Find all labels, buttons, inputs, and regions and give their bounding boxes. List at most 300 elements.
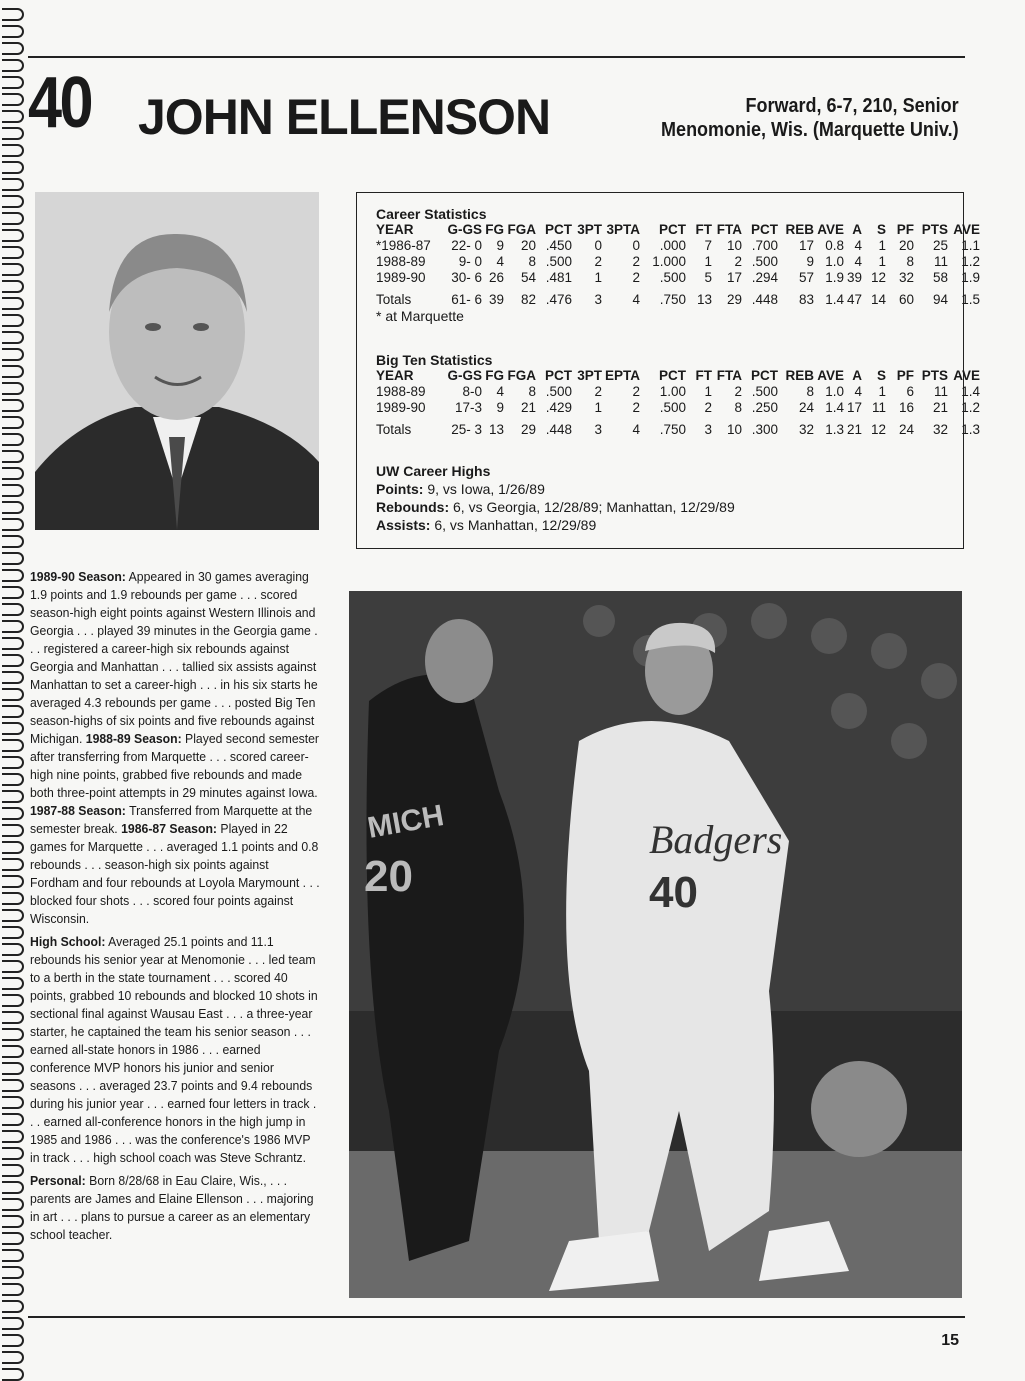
- spiral-ring: [2, 314, 24, 327]
- season-1989-text: Appeared in 30 games averaging 1.9 points and 1.9 rebounds per game . . . scored season-high eight points against Western Illinois and Georgia . . . played 39 minutes in the Georgia game . . . registered a career-high six rebounds against Georgia and Manhattan . . . tallied six assists against Manhattan to set a career-high . . . in his six starts he averaged 4.3 rebounds per game . . . posted Big Ten season-highs of six points and five rebounds against Michigan.: [30, 569, 318, 746]
- stat-cell: 13: [696, 292, 712, 307]
- stat-cell: 1.9: [961, 270, 980, 285]
- stat-cell: 21: [846, 422, 862, 437]
- spiral-ring: [2, 960, 24, 973]
- spiral-ring: [2, 688, 24, 701]
- stat-cell: 2: [734, 384, 742, 399]
- stat-cell: 2: [632, 270, 640, 285]
- spiral-ring: [2, 1266, 24, 1279]
- career-stats-title: Career Statistics: [376, 206, 487, 222]
- footnote: * at Marquette: [376, 308, 464, 324]
- stat-cell: 20: [520, 238, 536, 253]
- season-1988-text: Played second semester after transferring from Marquette . . . scored career-high nine points, grabbed five rebounds and made both three-point attempts in 29 minutes against Iowa.: [30, 731, 320, 800]
- spiral-ring: [2, 773, 24, 786]
- stat-cell: 1988-89: [376, 254, 426, 269]
- table-header-row: [376, 222, 980, 238]
- table-row: [376, 400, 980, 416]
- stat-cell: 24: [798, 400, 814, 415]
- stat-cell: 17: [798, 238, 814, 253]
- assists-label: Assists:: [376, 517, 431, 533]
- stat-cell: 2: [734, 254, 742, 269]
- stat-cell: 6: [906, 384, 914, 399]
- stat-cell: 60: [898, 292, 914, 307]
- bio-seasons: [30, 568, 320, 928]
- stat-cell: .700: [751, 238, 778, 253]
- rebounds-value: 6, vs Georgia, 12/28/89; Manhattan, 12/29/89: [449, 499, 735, 515]
- spiral-ring: [2, 433, 24, 446]
- spiral-ring: [2, 59, 24, 72]
- spiral-ring: [2, 1147, 24, 1160]
- spiral-ring: [2, 1045, 24, 1058]
- stat-cell: 47: [846, 292, 862, 307]
- stat-cell: G-GS: [447, 368, 482, 383]
- stat-cell: 1: [704, 254, 712, 269]
- spiral-ring: [2, 1215, 24, 1228]
- spiral-ring: [2, 518, 24, 531]
- stat-cell: .500: [659, 400, 686, 415]
- stat-cell: 3: [594, 422, 602, 437]
- spiral-ring: [2, 756, 24, 769]
- stat-cell: 5: [704, 270, 712, 285]
- stat-cell: 4: [632, 292, 640, 307]
- spiral-ring: [2, 399, 24, 412]
- stat-cell: .250: [751, 400, 778, 415]
- spiral-ring: [2, 535, 24, 548]
- stat-cell: FG: [485, 368, 504, 383]
- spiral-ring: [2, 42, 24, 55]
- stat-cell: 9: [806, 254, 814, 269]
- high-school-label: High School:: [30, 934, 106, 949]
- stat-cell: 54: [520, 270, 536, 285]
- stat-cell: 1.1: [961, 238, 980, 253]
- stat-cell: 17: [846, 400, 862, 415]
- stat-cell: EPTA: [604, 368, 640, 383]
- spiral-ring: [2, 280, 24, 293]
- assists-value: 6, vs Manhattan, 12/29/89: [430, 517, 597, 533]
- stat-cell: 1.5: [961, 292, 980, 307]
- stat-cell: .500: [545, 254, 572, 269]
- spiral-ring: [2, 297, 24, 310]
- spiral-ring: [2, 382, 24, 395]
- stat-cell: 21: [932, 400, 948, 415]
- stat-cell: FGA: [507, 222, 536, 237]
- stat-cell: 26: [488, 270, 504, 285]
- stat-cell: FGA: [507, 368, 536, 383]
- stat-cell: 32: [898, 270, 914, 285]
- spiral-ring: [2, 841, 24, 854]
- stat-cell: PCT: [659, 368, 686, 383]
- stat-cell: .750: [659, 422, 686, 437]
- bio-high-school: [30, 933, 320, 1167]
- stat-cell: 0: [594, 238, 602, 253]
- totals-row: [376, 422, 980, 438]
- stat-cell: 25: [932, 238, 948, 253]
- bio-personal: [30, 1172, 320, 1244]
- stat-cell: 32: [932, 422, 948, 437]
- spiral-ring: [2, 178, 24, 191]
- stat-cell: 1.3: [825, 422, 844, 437]
- stat-cell: 3PT: [577, 222, 602, 237]
- stat-cell: 12: [870, 422, 886, 437]
- stat-cell: PCT: [659, 222, 686, 237]
- spiral-ring: [2, 450, 24, 463]
- spiral-ring: [2, 1198, 24, 1211]
- stat-cell: 4: [496, 254, 504, 269]
- stat-cell: 1989-90: [376, 270, 426, 285]
- rebounds-label: Rebounds:: [376, 499, 450, 515]
- spiral-binding: [0, 0, 26, 1380]
- stat-cell: AVE: [817, 222, 844, 237]
- spiral-ring: [2, 263, 24, 276]
- bigten-stats-table: [376, 368, 980, 438]
- spiral-ring: [2, 161, 24, 174]
- stat-cell: S: [876, 368, 886, 383]
- spiral-ring: [2, 1096, 24, 1109]
- career-highs: [376, 462, 735, 534]
- spiral-ring: [2, 348, 24, 361]
- spiral-ring: [2, 943, 24, 956]
- stat-cell: AVE: [953, 222, 980, 237]
- bio-text: [30, 568, 320, 1249]
- stat-cell: 0.8: [825, 238, 844, 253]
- stat-cell: 57: [798, 270, 814, 285]
- stat-cell: .500: [659, 270, 686, 285]
- personal-text: Born 8/28/68 in Eau Claire, Wis., . . . parents are James and Elaine Ellenson . . . majoring in art . . . plans to pursue a career as an elementary school teacher.: [30, 1173, 314, 1242]
- stat-cell: 4: [632, 422, 640, 437]
- hometown-line: Menomonie, Wis. (Marquette Univ.): [661, 119, 959, 141]
- spiral-ring: [2, 1113, 24, 1126]
- table-row: [376, 254, 980, 270]
- stat-cell: 58: [932, 270, 948, 285]
- stat-cell: 1.2: [961, 254, 980, 269]
- stat-cell: 17: [726, 270, 742, 285]
- stat-cell: .500: [751, 384, 778, 399]
- points-value: 9, vs Iowa, 1/26/89: [423, 481, 545, 497]
- spiral-ring: [2, 739, 24, 752]
- stat-cell: 1: [878, 384, 886, 399]
- spiral-ring: [2, 1368, 24, 1381]
- spiral-ring: [2, 93, 24, 106]
- spiral-ring: [2, 195, 24, 208]
- action-photo: [349, 591, 962, 1298]
- stat-cell: 2: [594, 254, 602, 269]
- spiral-ring: [2, 875, 24, 888]
- season-1987-label: 1987-88 Season:: [30, 803, 126, 818]
- bigten-stats-title: Big Ten Statistics: [376, 352, 493, 368]
- stat-cell: 22- 0: [451, 238, 482, 253]
- spiral-ring: [2, 909, 24, 922]
- stat-cell: A: [852, 368, 862, 383]
- stat-cell: PCT: [751, 368, 778, 383]
- page-number: 15: [941, 1332, 959, 1349]
- stat-cell: G-GS: [447, 222, 482, 237]
- stat-cell: 4: [854, 254, 862, 269]
- stat-cell: .500: [751, 254, 778, 269]
- spiral-ring: [2, 8, 24, 21]
- spiral-ring: [2, 603, 24, 616]
- spiral-ring: [2, 1232, 24, 1245]
- stat-cell: 1.4: [961, 384, 980, 399]
- stat-cell: PCT: [545, 222, 572, 237]
- stat-cell: 3PT: [577, 368, 602, 383]
- stat-cell: .429: [545, 400, 572, 415]
- stat-cell: 9: [496, 238, 504, 253]
- stat-cell: PF: [896, 368, 914, 383]
- stat-cell: 1.000: [652, 254, 686, 269]
- stat-cell: 8-0: [462, 384, 482, 399]
- spiral-ring: [2, 892, 24, 905]
- spiral-ring: [2, 790, 24, 803]
- stat-cell: 2: [594, 384, 602, 399]
- spiral-ring: [2, 994, 24, 1007]
- spiral-ring: [2, 144, 24, 157]
- stat-cell: 1: [594, 400, 602, 415]
- spiral-ring: [2, 705, 24, 718]
- stat-cell: 1.4: [825, 400, 844, 415]
- stat-cell: Totals: [376, 292, 412, 307]
- stat-cell: FG: [485, 222, 504, 237]
- season-1986-label: 1986-87 Season:: [117, 821, 218, 836]
- highs-points: [376, 480, 735, 498]
- spiral-ring: [2, 1249, 24, 1262]
- spiral-ring: [2, 1079, 24, 1092]
- spiral-ring: [2, 654, 24, 667]
- stat-cell: 4: [854, 238, 862, 253]
- stat-cell: 4: [496, 384, 504, 399]
- spiral-ring: [2, 365, 24, 378]
- stat-cell: FT: [695, 368, 712, 383]
- spiral-ring: [2, 807, 24, 820]
- bigten-stats: [376, 352, 980, 438]
- career-stats-table: [376, 222, 980, 308]
- stat-cell: 94: [932, 292, 948, 307]
- stat-cell: 2: [704, 400, 712, 415]
- opponent-jersey-number: 20: [364, 852, 413, 901]
- spiral-ring: [2, 1011, 24, 1024]
- spiral-ring: [2, 484, 24, 497]
- table-row: [376, 238, 980, 254]
- spiral-ring: [2, 620, 24, 633]
- career-stats: [376, 206, 980, 324]
- spiral-ring: [2, 926, 24, 939]
- stat-cell: 3: [594, 292, 602, 307]
- points-label: Points:: [376, 481, 424, 497]
- stat-cell: PF: [896, 222, 914, 237]
- stat-cell: 8: [806, 384, 814, 399]
- stat-cell: REB: [785, 222, 814, 237]
- personal-label: Personal:: [30, 1173, 86, 1188]
- stat-cell: Totals: [376, 422, 412, 437]
- stat-cell: PCT: [545, 368, 572, 383]
- stat-cell: *1986-87: [376, 238, 431, 253]
- stat-cell: 20: [898, 238, 914, 253]
- stat-cell: 1.0: [825, 254, 844, 269]
- spiral-ring: [2, 977, 24, 990]
- stat-cell: .500: [545, 384, 572, 399]
- stat-cell: 1.00: [659, 384, 686, 399]
- season-1987-text: Transferred from Marquette at the semester break.: [30, 803, 313, 836]
- stat-cell: 8: [528, 384, 536, 399]
- spiral-ring: [2, 1283, 24, 1296]
- stat-cell: 1.9: [825, 270, 844, 285]
- stat-cell: 39: [488, 292, 504, 307]
- stat-cell: .750: [659, 292, 686, 307]
- spiral-ring: [2, 1300, 24, 1313]
- stat-cell: 10: [726, 422, 742, 437]
- stat-cell: 2: [632, 400, 640, 415]
- stat-cell: 1.4: [825, 292, 844, 307]
- stat-cell: 2: [632, 254, 640, 269]
- stat-cell: 11: [933, 384, 948, 399]
- stat-cell: 1988-89: [376, 384, 426, 399]
- stat-cell: FT: [695, 222, 712, 237]
- spiral-ring: [2, 1181, 24, 1194]
- headshot-photo: [35, 192, 319, 530]
- stat-cell: 83: [798, 292, 814, 307]
- stat-cell: 1.0: [825, 384, 844, 399]
- stat-cell: 0: [632, 238, 640, 253]
- spiral-ring: [2, 76, 24, 89]
- stat-cell: 17-3: [454, 400, 482, 415]
- spiral-ring: [2, 1028, 24, 1041]
- stat-cell: 11: [871, 400, 886, 415]
- season-1988-label: 1988-89 Season:: [82, 731, 182, 746]
- stat-cell: .294: [751, 270, 778, 285]
- stat-cell: 9- 0: [458, 254, 482, 269]
- spiral-ring: [2, 824, 24, 837]
- spiral-ring: [2, 671, 24, 684]
- stat-cell: 1: [704, 384, 712, 399]
- stat-cell: .481: [545, 270, 572, 285]
- spiral-ring: [2, 1062, 24, 1075]
- stat-cell: 3PTA: [606, 222, 640, 237]
- stat-cell: 1989-90: [376, 400, 426, 415]
- stat-cell: FTA: [716, 368, 742, 383]
- spiral-ring: [2, 1130, 24, 1143]
- totals-row: [376, 292, 980, 308]
- table-row: [376, 384, 980, 400]
- stat-cell: .448: [545, 422, 572, 437]
- stat-cell: 25- 3: [451, 422, 482, 437]
- season-1986-text: Played in 22 games for Marquette . . . averaged 1.1 points and 0.8 rebounds . . . season-high six points against Fordham and four rebounds at Loyola Marymount . . . blocked four shots . . . scored four points against Wisconsin.: [30, 821, 320, 926]
- jersey-number-photo: 40: [649, 868, 698, 917]
- player-name: JOHN ELLENSON: [138, 89, 551, 145]
- stat-cell: 4: [854, 384, 862, 399]
- player-info: [661, 94, 959, 142]
- career-highs-title: UW Career Highs: [376, 463, 491, 479]
- stat-cell: 3: [704, 422, 712, 437]
- bottom-rule: [28, 1316, 965, 1318]
- stat-cell: 10: [726, 238, 742, 253]
- stat-cell: REB: [785, 368, 814, 383]
- stat-cell: .476: [545, 292, 572, 307]
- stat-cell: 39: [846, 270, 862, 285]
- spiral-ring: [2, 586, 24, 599]
- stat-cell: 12: [870, 270, 886, 285]
- stat-cell: 2: [632, 384, 640, 399]
- stat-cell: A: [852, 222, 862, 237]
- stat-cell: 1.3: [961, 422, 980, 437]
- spiral-ring: [2, 637, 24, 650]
- stat-cell: .300: [751, 422, 778, 437]
- stat-cell: 30- 6: [451, 270, 482, 285]
- spiral-ring: [2, 246, 24, 259]
- spiral-ring: [2, 1351, 24, 1364]
- jersey-script: Badgers: [649, 817, 783, 862]
- stat-cell: .450: [545, 238, 572, 253]
- spiral-ring: [2, 1317, 24, 1330]
- jersey-number: 40: [28, 63, 91, 143]
- stat-cell: 16: [898, 400, 914, 415]
- stat-cell: .448: [751, 292, 778, 307]
- stat-cell: 21: [520, 400, 536, 415]
- stat-cell: AVE: [953, 368, 980, 383]
- spiral-ring: [2, 1334, 24, 1347]
- spiral-ring: [2, 552, 24, 565]
- stat-cell: .000: [659, 238, 686, 253]
- opponent-jersey-text: MICH: [365, 799, 447, 845]
- stat-cell: 61- 6: [451, 292, 482, 307]
- stat-cell: S: [876, 222, 886, 237]
- stat-cell: 29: [726, 292, 742, 307]
- stat-cell: 1.2: [961, 400, 980, 415]
- spiral-ring: [2, 127, 24, 140]
- stat-cell: PTS: [921, 222, 948, 237]
- stat-cell: 14: [870, 292, 886, 307]
- spiral-ring: [2, 1164, 24, 1177]
- position-line: Forward, 6-7, 210, Senior: [745, 95, 959, 117]
- spiral-ring: [2, 569, 24, 582]
- stat-cell: 1: [878, 254, 886, 269]
- stat-cell: 1: [594, 270, 602, 285]
- stat-cell: PCT: [751, 222, 778, 237]
- stat-cell: YEAR: [376, 368, 414, 383]
- spiral-ring: [2, 110, 24, 123]
- highs-rebounds: [376, 498, 735, 516]
- season-1989-label: 1989-90 Season:: [30, 569, 126, 584]
- table-row: [376, 270, 980, 286]
- spiral-ring: [2, 722, 24, 735]
- stat-cell: 29: [520, 422, 536, 437]
- stat-cell: 32: [798, 422, 814, 437]
- stat-cell: 7: [704, 238, 712, 253]
- spiral-ring: [2, 467, 24, 480]
- high-school-text: Averaged 25.1 points and 11.1 rebounds his senior year at Menomonie . . . led team to a berth in the state tournament . . . scored 40 points, grabbed 10 rebounds and blocked 10 shots in sectional final against Wausau East . . . a three-year starter, he captained the team his senior season . . . earned all-state honors in 1986 . . . earned conference MVP honors his junior and senior seasons . . . averaged 23.7 points and 9.4 rebounds during his junior year . . . earned four letters in track . . . earned all-conference honors in the high jump in 1985 and 1986 . . . was the conference's 1986 MVP in track . . . high school coach was Steve Schrantz.: [30, 934, 318, 1165]
- stat-cell: PTS: [921, 368, 948, 383]
- stat-cell: 1: [878, 238, 886, 253]
- spiral-ring: [2, 229, 24, 242]
- spiral-ring: [2, 212, 24, 225]
- stat-cell: AVE: [817, 368, 844, 383]
- stat-cell: 8: [906, 254, 914, 269]
- spiral-ring: [2, 331, 24, 344]
- stat-cell: FTA: [716, 222, 742, 237]
- stat-cell: 24: [898, 422, 914, 437]
- highs-assists: [376, 516, 735, 534]
- spiral-ring: [2, 416, 24, 429]
- spiral-ring: [2, 501, 24, 514]
- stat-cell: 11: [933, 254, 948, 269]
- spiral-ring: [2, 25, 24, 38]
- top-rule: [28, 56, 965, 58]
- stat-cell: 8: [528, 254, 536, 269]
- spiral-ring: [2, 858, 24, 871]
- stat-cell: 9: [496, 400, 504, 415]
- stat-cell: YEAR: [376, 222, 414, 237]
- table-header-row: [376, 368, 980, 384]
- stat-cell: 8: [734, 400, 742, 415]
- stat-cell: 13: [488, 422, 504, 437]
